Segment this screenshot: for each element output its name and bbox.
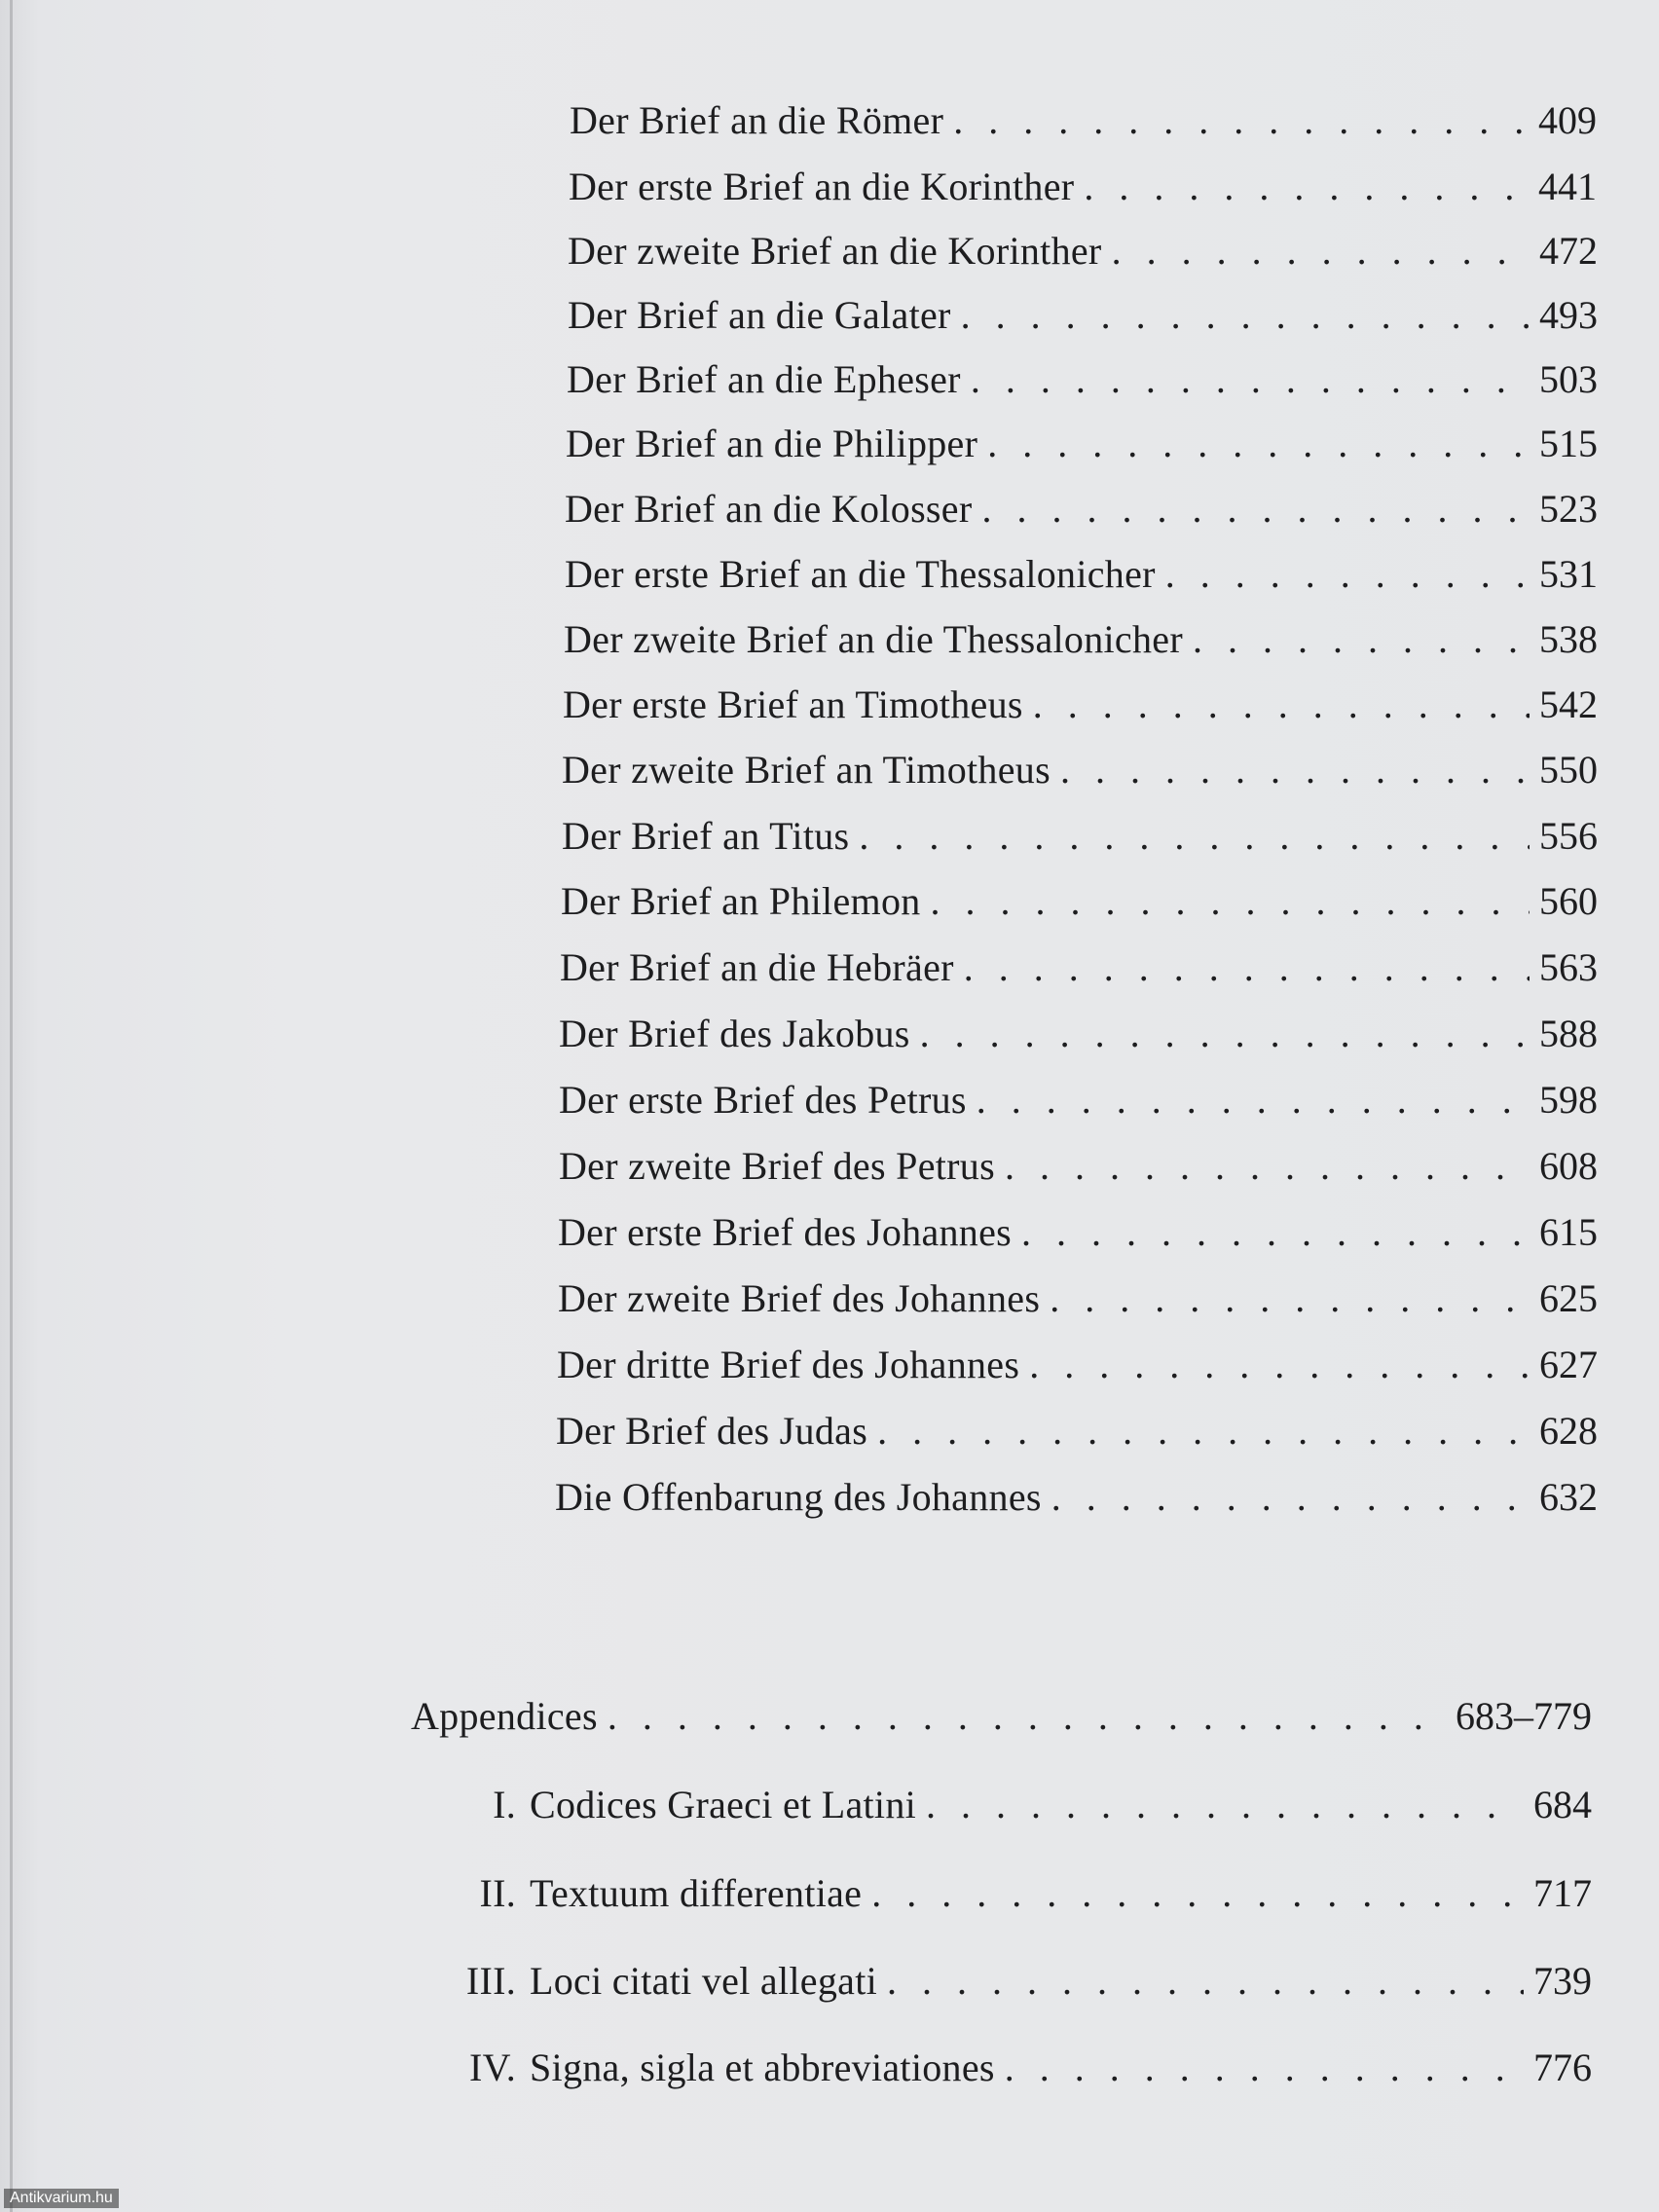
toc-entry-title: Der Brief an die Hebräer bbox=[560, 945, 954, 989]
toc-entry bbox=[565, 547, 1598, 602]
toc-entry-page: 588 bbox=[1539, 1012, 1598, 1055]
toc-entry-page: 628 bbox=[1539, 1409, 1598, 1453]
appendix-title bbox=[438, 1866, 862, 1921]
toc-entry bbox=[567, 352, 1598, 407]
appendix-label: Loci citati vel allegati bbox=[530, 1959, 878, 2003]
dot-leader bbox=[931, 874, 1530, 929]
toc-entry bbox=[564, 612, 1598, 667]
appendix-title bbox=[438, 1778, 916, 1832]
appendix-label: Textuum differentiae bbox=[530, 1871, 863, 1915]
toc-entry-page: 409 bbox=[1538, 98, 1597, 142]
toc-entry bbox=[562, 743, 1598, 797]
appendix-page: 684 bbox=[1533, 1783, 1592, 1826]
toc-entry-page: 560 bbox=[1539, 879, 1598, 923]
toc-entry-page: 627 bbox=[1539, 1343, 1598, 1386]
appendices-title: Appendices bbox=[411, 1694, 598, 1738]
appendix-label: Codices Graeci et Latini bbox=[530, 1783, 917, 1826]
appendix-page: 717 bbox=[1533, 1871, 1592, 1915]
toc-entry bbox=[569, 160, 1597, 214]
dot-leader bbox=[977, 1073, 1530, 1127]
dot-leader bbox=[1193, 612, 1530, 667]
toc-entry-page: 563 bbox=[1539, 945, 1598, 989]
dot-leader bbox=[987, 417, 1530, 471]
toc-entry-page: 556 bbox=[1539, 814, 1598, 858]
toc-entry-title: Der Brief an Titus bbox=[562, 814, 850, 858]
appendix-title bbox=[438, 1954, 877, 2009]
toc-entry-title: Der Brief an die Römer bbox=[570, 98, 944, 142]
dot-leader bbox=[871, 1866, 1524, 1921]
toc-entry-title: Der zweite Brief an Timotheus bbox=[562, 748, 1051, 792]
toc-entry-page: 550 bbox=[1539, 748, 1598, 792]
toc-entry-page: 615 bbox=[1539, 1210, 1598, 1254]
dot-leader bbox=[1084, 160, 1529, 214]
appendix-label: Signa, sigla et abbreviationes bbox=[530, 2046, 995, 2089]
toc-entry bbox=[566, 417, 1598, 471]
toc-entry-title: Die Offenbarung des Johannes bbox=[555, 1475, 1042, 1519]
toc-entry bbox=[555, 1470, 1598, 1525]
toc-entry-title: Der zweite Brief an die Thessalonicher bbox=[564, 617, 1183, 661]
appendices-page-range: 683–779 bbox=[1456, 1694, 1592, 1738]
toc-entry-page: 531 bbox=[1539, 552, 1598, 596]
appendix-entry bbox=[438, 1778, 1592, 1832]
dot-leader bbox=[1060, 743, 1530, 797]
toc-entry-title: Der Brief an die Galater bbox=[568, 293, 951, 337]
toc-entry-page: 625 bbox=[1539, 1276, 1598, 1320]
toc-entry bbox=[570, 93, 1597, 148]
toc-entry bbox=[559, 1007, 1598, 1061]
appendix-page: 739 bbox=[1533, 1959, 1592, 2003]
dot-leader bbox=[961, 288, 1530, 343]
toc-entry bbox=[562, 809, 1598, 864]
dot-leader bbox=[953, 93, 1529, 148]
toc-entry-title: Der Brief an Philemon bbox=[561, 879, 921, 923]
appendix-numeral: I. bbox=[493, 1783, 516, 1826]
toc-entry-title: Der dritte Brief des Johannes bbox=[557, 1343, 1020, 1386]
toc-entry bbox=[559, 1139, 1598, 1194]
toc-entry bbox=[568, 288, 1598, 343]
dot-leader bbox=[1051, 1470, 1530, 1525]
dot-leader bbox=[1021, 1205, 1530, 1260]
appendix-numeral: IV. bbox=[469, 2046, 516, 2089]
toc-entry bbox=[561, 874, 1598, 929]
appendix-title bbox=[438, 2041, 995, 2095]
toc-entry-title: Der erste Brief an Timotheus bbox=[563, 682, 1023, 726]
toc-entry-title: Der zweite Brief an die Korinther bbox=[568, 229, 1102, 273]
toc-entry-title: Der Brief an die Kolosser bbox=[565, 487, 973, 531]
dot-leader bbox=[887, 1954, 1524, 2009]
toc-entry bbox=[558, 1205, 1598, 1260]
appendix-numeral: III. bbox=[465, 1959, 516, 2003]
toc-entry-page: 503 bbox=[1539, 357, 1598, 401]
toc-entry-page: 542 bbox=[1539, 682, 1598, 726]
toc-entry-title: Der Brief des Judas bbox=[556, 1409, 868, 1453]
appendix-entry bbox=[438, 2041, 1592, 2095]
toc-entry bbox=[557, 1338, 1598, 1392]
dot-leader bbox=[981, 482, 1530, 536]
toc-entry-title: Der zweite Brief des Johannes bbox=[558, 1276, 1041, 1320]
dot-leader bbox=[1005, 2041, 1524, 2095]
dot-leader bbox=[1033, 678, 1530, 732]
toc-entry bbox=[559, 1073, 1598, 1127]
dot-leader bbox=[877, 1404, 1530, 1458]
toc-entry-page: 441 bbox=[1538, 165, 1597, 208]
toc-entry-title: Der erste Brief des Johannes bbox=[558, 1210, 1013, 1254]
toc-entry-title: Der Brief des Jakobus bbox=[559, 1012, 910, 1055]
dot-leader bbox=[859, 809, 1530, 864]
toc-entry-title: Der Brief an die Epheser bbox=[567, 357, 961, 401]
dot-leader bbox=[1005, 1139, 1530, 1194]
toc-entry-page: 632 bbox=[1539, 1475, 1598, 1519]
dot-leader bbox=[971, 352, 1530, 407]
dot-leader bbox=[1165, 547, 1530, 602]
dot-leader bbox=[1029, 1338, 1530, 1392]
toc-entry-page: 538 bbox=[1539, 617, 1598, 661]
dot-leader bbox=[964, 940, 1530, 995]
dot-leader bbox=[1112, 224, 1530, 278]
toc-entry bbox=[558, 1272, 1598, 1326]
dot-leader bbox=[926, 1778, 1524, 1832]
toc-entry-page: 598 bbox=[1539, 1078, 1598, 1122]
toc-entry-title: Der zweite Brief des Petrus bbox=[559, 1144, 995, 1188]
toc-entry-page: 515 bbox=[1539, 422, 1598, 465]
toc-entry bbox=[568, 224, 1598, 278]
appendix-page: 776 bbox=[1533, 2046, 1592, 2089]
toc-entry bbox=[563, 678, 1598, 732]
appendix-entry bbox=[438, 1866, 1592, 1921]
toc-entry-page: 472 bbox=[1539, 229, 1598, 273]
dot-leader bbox=[1050, 1272, 1530, 1326]
toc-entry-page: 493 bbox=[1539, 293, 1598, 337]
appendix-entry bbox=[438, 1954, 1592, 2009]
dot-leader bbox=[608, 1689, 1446, 1744]
toc-entry bbox=[565, 482, 1598, 536]
toc-entry-title: Der erste Brief des Petrus bbox=[559, 1078, 967, 1122]
dot-leader bbox=[920, 1007, 1530, 1061]
appendices-entry bbox=[411, 1689, 1592, 1744]
toc-entry-page: 523 bbox=[1539, 487, 1598, 531]
site-watermark: Antikvarium.hu bbox=[4, 2189, 119, 2208]
toc-entry bbox=[560, 940, 1598, 995]
toc-entry-title: Der Brief an die Philipper bbox=[566, 422, 978, 465]
appendix-numeral: II. bbox=[479, 1871, 516, 1915]
toc-entry bbox=[556, 1404, 1598, 1458]
toc-entry-title: Der erste Brief an die Korinther bbox=[569, 165, 1075, 208]
toc-entry-page: 608 bbox=[1539, 1144, 1598, 1188]
toc-entry-title: Der erste Brief an die Thessalonicher bbox=[565, 552, 1156, 596]
